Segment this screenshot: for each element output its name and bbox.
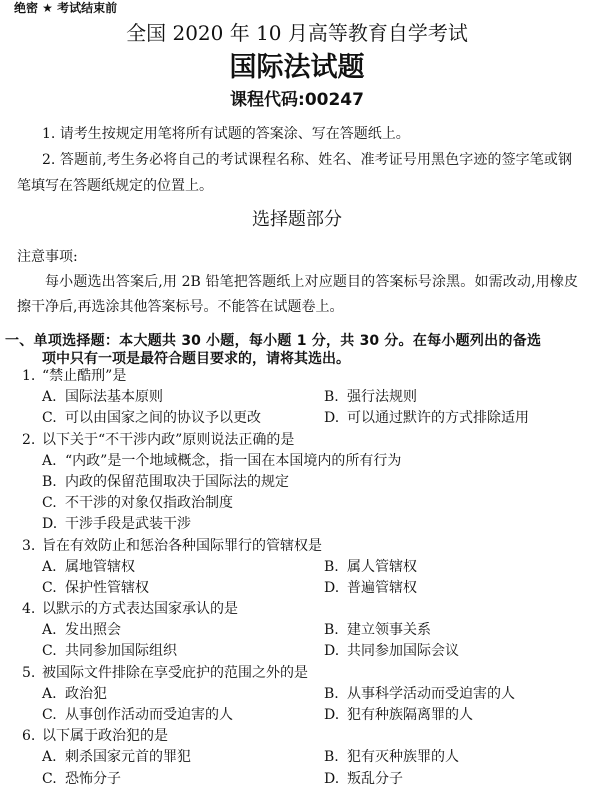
options-row bbox=[0, 684, 594, 705]
question-stem: “禁止酷刑”是 bbox=[42, 368, 127, 384]
options-row bbox=[0, 747, 594, 768]
exam-title: 全国 2020 年 10 月高等教育自学考试 bbox=[126, 21, 468, 45]
option-text: 犯有灭种族罪的人 bbox=[347, 749, 459, 766]
question-number: 1. bbox=[22, 368, 36, 384]
question-list bbox=[0, 366, 594, 790]
option-label: D. bbox=[324, 707, 340, 723]
question bbox=[0, 599, 594, 663]
option-text: 不干涉的对象仅指政治制度 bbox=[65, 495, 233, 512]
option-a bbox=[42, 684, 324, 705]
options-row bbox=[0, 493, 594, 514]
question-stem: 被国际文件排除在享受庇护的范围之外的是 bbox=[42, 664, 308, 681]
question-stem: 以下属于政治犯的是 bbox=[42, 728, 168, 745]
options-row bbox=[0, 578, 594, 599]
option-label: B. bbox=[324, 389, 339, 406]
option-text: 普遍管辖权 bbox=[347, 579, 417, 596]
option-b bbox=[324, 747, 459, 768]
option-label: C. bbox=[42, 707, 57, 723]
subject-title: 国际法试题 bbox=[229, 52, 365, 83]
question-number: 2. bbox=[22, 431, 36, 448]
option-c bbox=[42, 705, 324, 726]
question-number: 6. bbox=[22, 728, 36, 745]
option-d bbox=[324, 408, 529, 429]
question bbox=[0, 663, 594, 727]
option-text: 叛乱分子 bbox=[347, 770, 403, 787]
option-text: “内政”是一个地域概念，指一国在本国境内的所有行为 bbox=[65, 452, 402, 469]
option-c bbox=[42, 408, 324, 429]
option-a bbox=[42, 387, 324, 408]
option-label: D. bbox=[324, 643, 340, 660]
option-c bbox=[42, 769, 324, 790]
option-label: C. bbox=[42, 495, 57, 512]
option-label: A. bbox=[42, 452, 57, 469]
option-label: C. bbox=[42, 579, 57, 596]
question-stem: 以下关于“不干涉内政”原则说法正确的是 bbox=[42, 431, 295, 448]
option-text: 刺杀国家元首的罪犯 bbox=[65, 749, 191, 766]
option-label: B. bbox=[324, 622, 339, 639]
option-label: B. bbox=[324, 685, 339, 702]
question-stem-row bbox=[0, 430, 594, 451]
option-c bbox=[42, 578, 324, 599]
option-c bbox=[42, 493, 233, 514]
option-text: 共同参加国际会议 bbox=[347, 643, 459, 660]
option-d bbox=[324, 578, 417, 599]
option-b bbox=[324, 620, 431, 641]
option-label: C. bbox=[42, 770, 57, 787]
question-stem: 旨在有效防止和惩治各种国际罪行的管辖权是 bbox=[42, 537, 322, 554]
option-label: A. bbox=[42, 558, 57, 575]
option-b bbox=[324, 387, 417, 408]
options-row bbox=[0, 387, 594, 408]
question-stem-row bbox=[0, 536, 594, 557]
option-label: B. bbox=[42, 473, 57, 490]
options-row bbox=[0, 641, 594, 662]
option-label: A. bbox=[42, 685, 57, 702]
part-title: 选择题部分 bbox=[252, 209, 342, 230]
options-row bbox=[0, 557, 594, 578]
notes-text: 每小题选出答案后,用 2B 铅笔把答题纸上对应题目的答案标号涂黑。如需改动,用橡皮擦干净后,再选涂其他答案标号。不能答在试题卷上。 bbox=[17, 274, 578, 315]
question bbox=[0, 366, 594, 430]
option-text: 从事科学活动而受迫害的人 bbox=[347, 685, 515, 702]
option-d bbox=[324, 769, 403, 790]
options-row bbox=[0, 514, 594, 535]
question-number: 5. bbox=[22, 664, 36, 681]
options-row bbox=[0, 769, 594, 790]
option-c bbox=[42, 641, 324, 662]
options-row bbox=[0, 408, 594, 429]
option-text: 可以由国家之间的协议予以更改 bbox=[65, 410, 261, 427]
option-text: 政治犯 bbox=[65, 685, 107, 702]
question-stem-row bbox=[0, 599, 594, 620]
option-label: D. bbox=[42, 516, 58, 533]
option-text: 国际法基本原则 bbox=[65, 389, 163, 406]
question bbox=[0, 430, 594, 536]
option-text: 属人管辖权 bbox=[347, 558, 417, 575]
option-text: 干涉手段是武装干涉 bbox=[65, 516, 191, 533]
notes-heading: 注意事项: bbox=[17, 249, 78, 265]
question bbox=[0, 536, 594, 600]
option-label: B. bbox=[324, 749, 339, 766]
option-label: D. bbox=[324, 579, 340, 596]
option-text: 可以通过默许的方式排除适用 bbox=[347, 410, 529, 427]
options-row bbox=[0, 620, 594, 641]
instruction-2: 2. 答题前,考生务必将自己的考试课程名称、姓名、准考证号用黑色字迹的签字笔或钢笔填写在答题纸规定的位置上。 bbox=[17, 152, 572, 194]
option-label: C. bbox=[42, 643, 57, 660]
course-code: 课程代码:00247 bbox=[230, 90, 364, 110]
option-text: 发出照会 bbox=[65, 622, 121, 639]
option-text: 属地管辖权 bbox=[65, 558, 135, 575]
option-label: C. bbox=[42, 410, 57, 427]
option-b bbox=[324, 557, 417, 578]
section-heading: 一、单项选择题：本大题共 30 小题，每小题 1 分，共 30 分。在每小题列出的备选项中只有一项是最符合题目要求的，请将其选出。 bbox=[5, 333, 541, 367]
option-a bbox=[42, 451, 401, 472]
option-text: 内政的保留范围取决于国际法的规定 bbox=[65, 473, 289, 490]
option-text: 犯有种族隔离罪的人 bbox=[347, 707, 473, 723]
option-a bbox=[42, 620, 324, 641]
option-a bbox=[42, 747, 324, 768]
question-stem-row bbox=[0, 726, 594, 747]
option-text: 建立领事关系 bbox=[347, 622, 431, 639]
option-label: A. bbox=[42, 389, 57, 406]
question bbox=[0, 726, 594, 790]
option-text: 共同参加国际组织 bbox=[65, 643, 177, 660]
option-label: A. bbox=[42, 749, 57, 766]
question-number: 4. bbox=[22, 601, 36, 618]
option-a bbox=[42, 557, 324, 578]
options-row bbox=[0, 705, 594, 726]
confidential-label: 绝密 ★ 考试结束前 bbox=[14, 1, 118, 15]
options-row bbox=[0, 472, 594, 493]
option-b bbox=[42, 472, 289, 493]
question-stem: 以默示的方式表达国家承认的是 bbox=[42, 601, 238, 618]
question-stem-row bbox=[0, 366, 594, 387]
option-d bbox=[324, 705, 473, 726]
question-number: 3. bbox=[22, 537, 36, 554]
option-text: 强行法规则 bbox=[347, 389, 417, 406]
option-b bbox=[324, 684, 515, 705]
option-label: B. bbox=[324, 558, 339, 575]
option-label: D. bbox=[324, 770, 340, 787]
option-d bbox=[42, 514, 191, 535]
options-row bbox=[0, 451, 594, 472]
option-d bbox=[324, 641, 459, 662]
question-stem-row bbox=[0, 663, 594, 684]
option-text: 从事创作活动而受迫害的人 bbox=[65, 707, 233, 723]
option-text: 恐怖分子 bbox=[65, 770, 121, 787]
option-label: D. bbox=[324, 410, 340, 427]
option-label: A. bbox=[42, 622, 57, 639]
option-text: 保护性管辖权 bbox=[65, 579, 149, 596]
instruction-1: 1. 请考生按规定用笔将所有试题的答案涂、写在答题纸上。 bbox=[42, 126, 410, 142]
